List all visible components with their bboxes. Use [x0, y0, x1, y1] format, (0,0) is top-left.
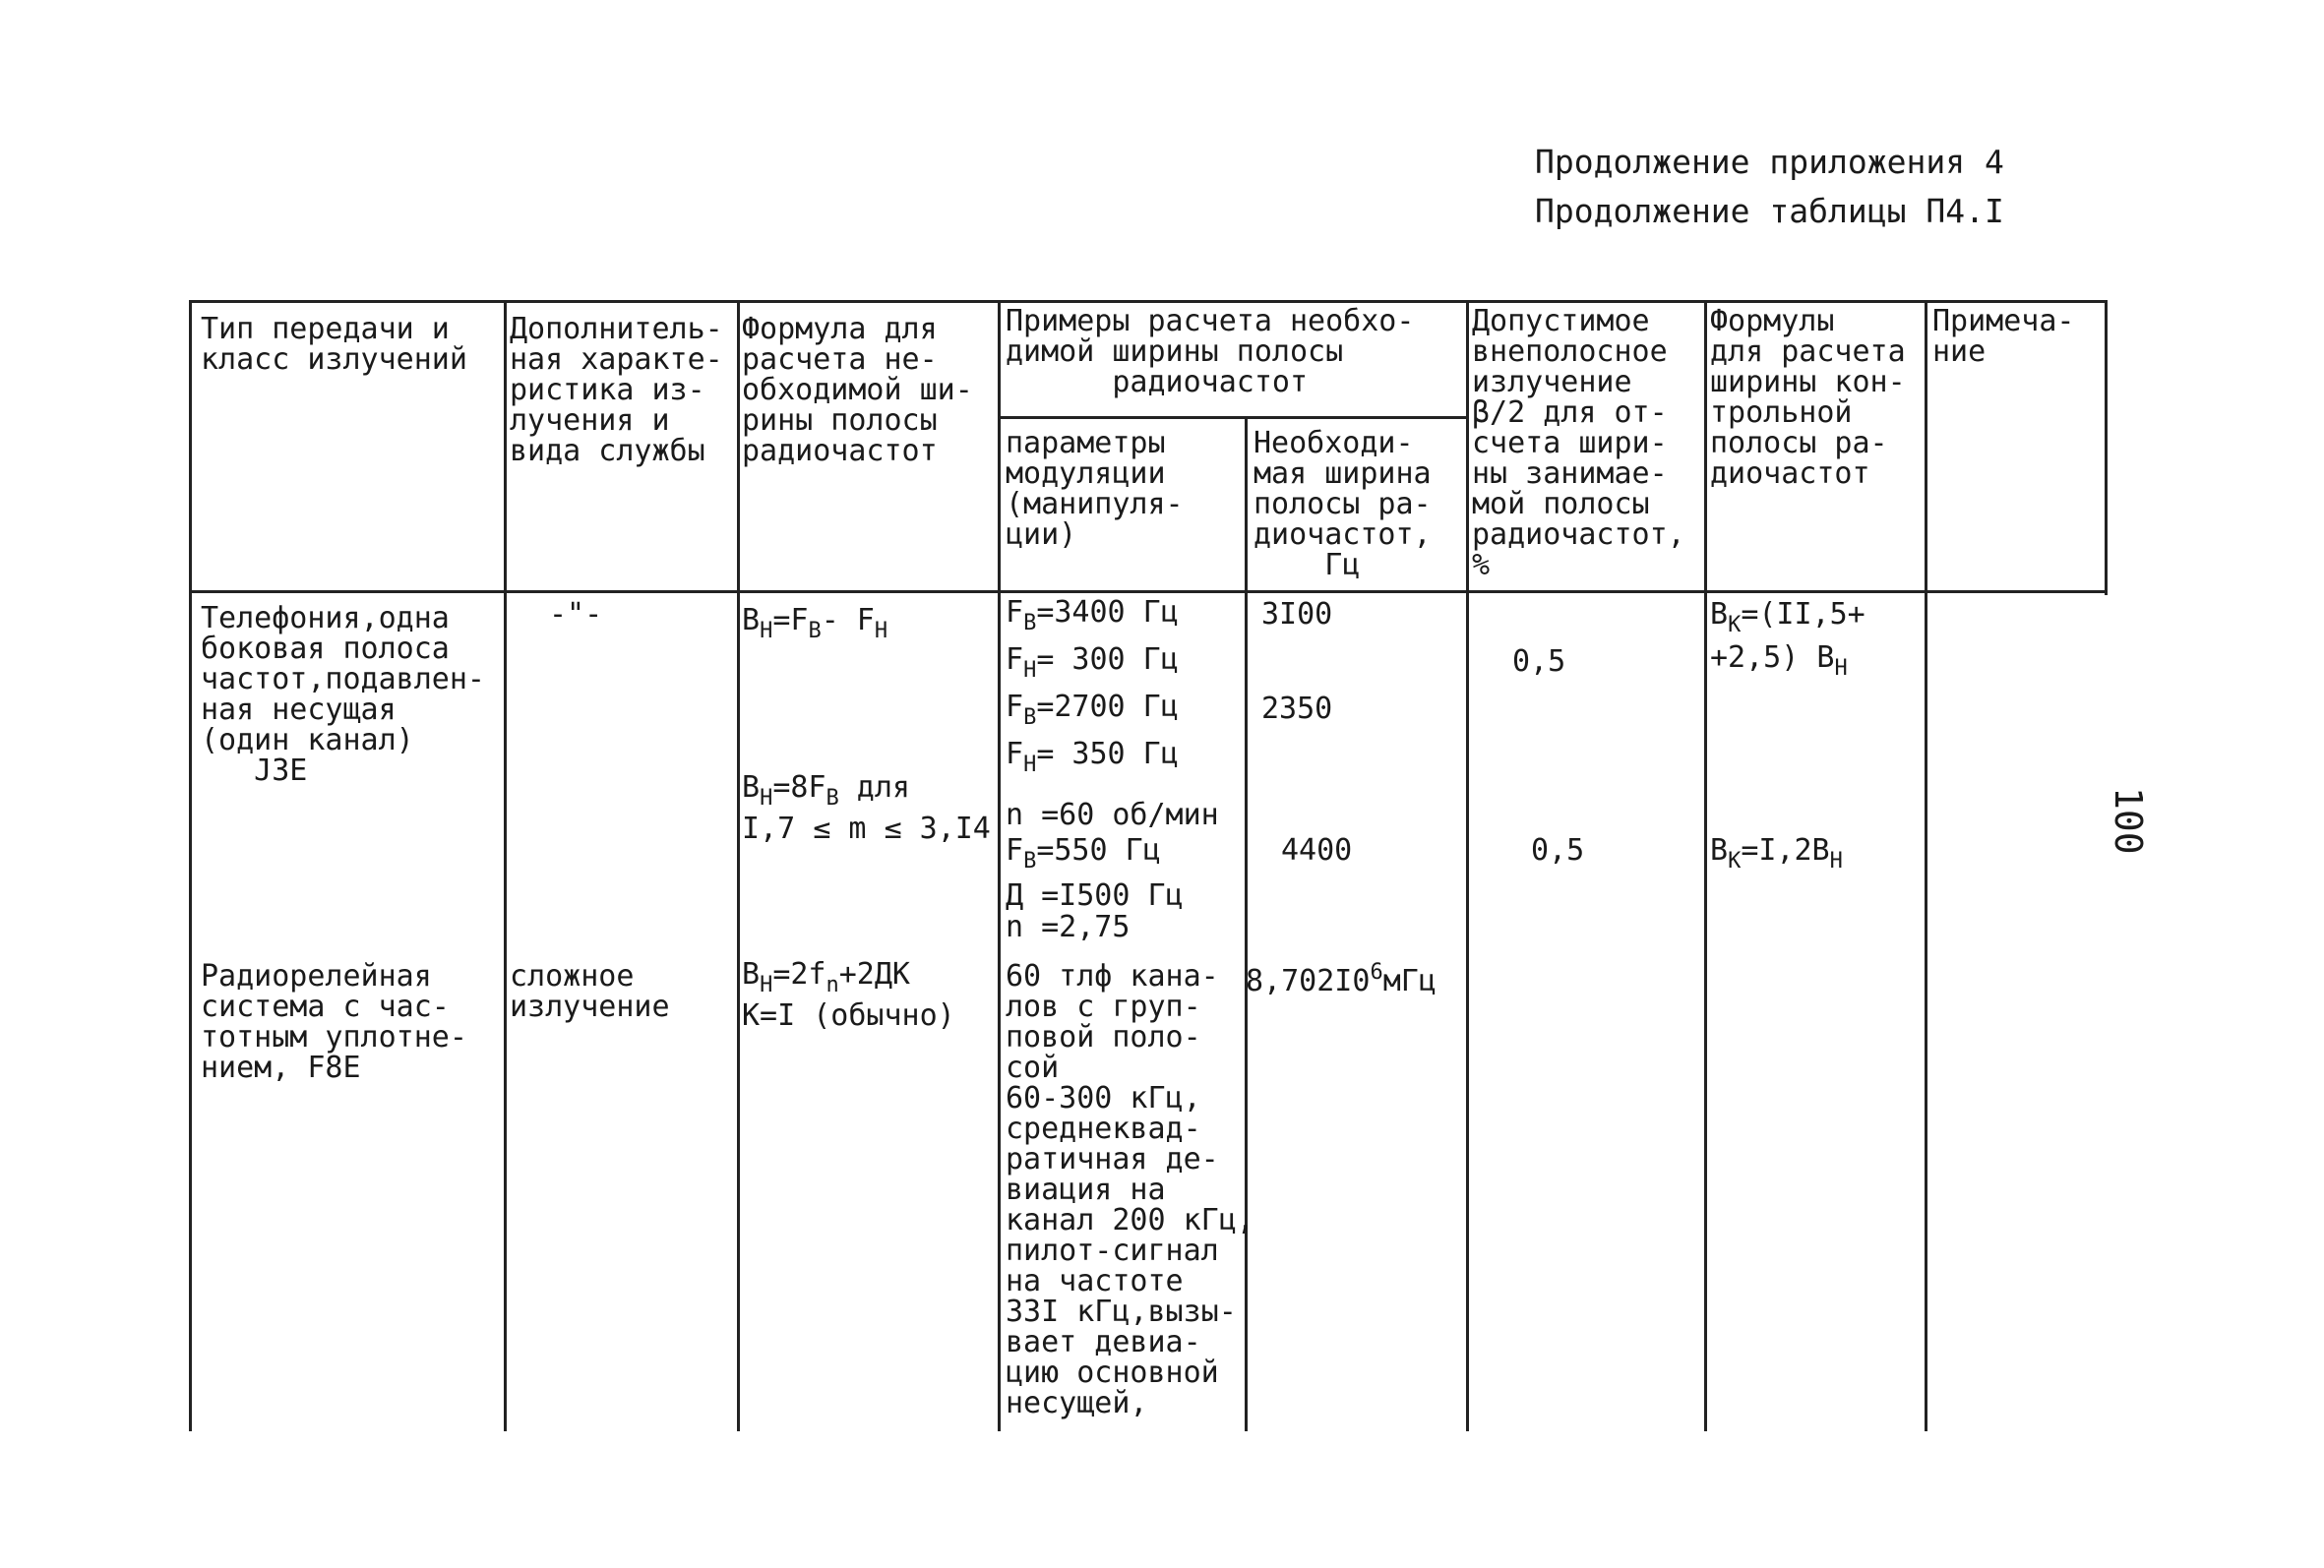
- row2-additional-characteristic: сложное излучение: [510, 959, 670, 1024]
- row1-bandwidth-4400: 4400: [1281, 833, 1353, 868]
- row1-formula-2-range: I,7 ≤ m ≤ 3,I4: [742, 812, 991, 846]
- row1-formula-2: $B_H=8F_B$ для: [742, 770, 910, 811]
- row1-transmission-type: Телефония,одна боковая полоса частот,подавлен- ная несущая (один канал) J3E: [201, 601, 485, 788]
- col-rule-5: [1466, 300, 1469, 1431]
- row1-oob-1: 0,5: [1512, 644, 1566, 679]
- row1-bandwidth-3100: 3I00: [1261, 597, 1333, 632]
- row1-oob-2: 0,5: [1531, 833, 1585, 868]
- row2-formula: $B_H=2f_n+2ДК$: [742, 957, 910, 997]
- header-bandwidth-formula: Формула для расчета не- обходимой ши- рины полосы радиочастот: [742, 312, 973, 468]
- row2-bandwidth: $8,702I0^6мГц$: [1246, 960, 1437, 998]
- row1-param-fh-300: $F_H= 300$ Гц: [1006, 642, 1179, 683]
- row1-control-formula-1: $B_K=(II,5+$: [1710, 597, 1865, 637]
- col-rule-3: [737, 300, 740, 1431]
- col-rule-right: [2105, 300, 2108, 595]
- header-transmission-type: Тип передачи и класс излучений: [201, 312, 467, 377]
- row1-param-deviation: Д =I500 Гц: [1006, 878, 1184, 913]
- col-rule-7: [1925, 300, 1927, 1431]
- header-bottom-rule: [189, 590, 2108, 593]
- row1-param-rpm: n =60 об/мин: [1006, 798, 1219, 832]
- row1-ditto-mark: -"-: [549, 597, 603, 632]
- col-rule-6: [1704, 300, 1707, 1431]
- header-table-line: Продолжение таблицы П4.I: [1535, 192, 2004, 230]
- row1-bandwidth-2350: 2350: [1261, 692, 1333, 726]
- row1-param-fb-2700: $F_B=2700$ Гц: [1006, 690, 1179, 730]
- page-number: 100: [2107, 787, 2150, 855]
- header-necessary-bandwidth: Необходи- мая ширина полосы ра- диочастот, Гц: [1254, 426, 1432, 582]
- row2-modulation-parameters: 60 тлф кана- лов с груп- повой поло- сой 60-300 кГц, среднеквад- ратичная де- виация на канал 200 кГц, пилот-сигнал на частоте 33I кГц,вызы- вает девиа- цию основной несущей,: [1006, 959, 1254, 1420]
- page-header: [1535, 138, 2004, 236]
- header-out-of-band-emission: Допустимое внеполосное излучение β/2 для от- счета шири- ны занимае- мой полосы радиочастот, %: [1472, 304, 1685, 582]
- header-notes: Примеча- ние: [1932, 304, 2075, 369]
- col-rule-1: [189, 300, 192, 1431]
- table-top-border: [189, 300, 2108, 303]
- row1-param-fh-350: $F_H= 350$ Гц: [1006, 737, 1179, 777]
- header-appendix-line: Продолжение приложения 4: [1535, 143, 2004, 181]
- data-table: [189, 300, 2108, 1431]
- row2-formula-note: K=I (обычно): [742, 998, 955, 1033]
- col-rule-2: [504, 300, 507, 1431]
- row1-control-formula-2: $B_K=I,2B_H$: [1710, 833, 1843, 874]
- row1-control-formula-1-cont: +2,5) $B_H$: [1710, 640, 1848, 681]
- col-rule-4: [998, 300, 1001, 1431]
- header-control-bandwidth-formulas: Формулы для расчета ширины кон- трольной полосы ра- диочастот: [1710, 304, 1906, 491]
- subheader-rule: [998, 416, 1466, 419]
- header-modulation-parameters: параметры модуляции (манипуля- ции): [1006, 426, 1184, 552]
- row2-transmission-type: Радиорелейная система с час- тотным уплотне- нием, F8E: [201, 959, 467, 1085]
- row1-param-fb-3400: $F_B=3400$ Гц: [1006, 595, 1179, 635]
- header-calculation-examples: Примеры расчета необхо- димой ширины полосы радиочастот: [1006, 304, 1415, 399]
- row1-param-fb-550: $F_B=550$ Гц: [1006, 833, 1161, 874]
- header-additional-characteristic: Дополнитель- ная характе- ристика из- лучения и вида службы: [510, 312, 723, 468]
- row1-formula-1: $B_H=F_B-$ $F_H$: [742, 603, 888, 643]
- row1-param-index: n =2,75: [1006, 910, 1131, 944]
